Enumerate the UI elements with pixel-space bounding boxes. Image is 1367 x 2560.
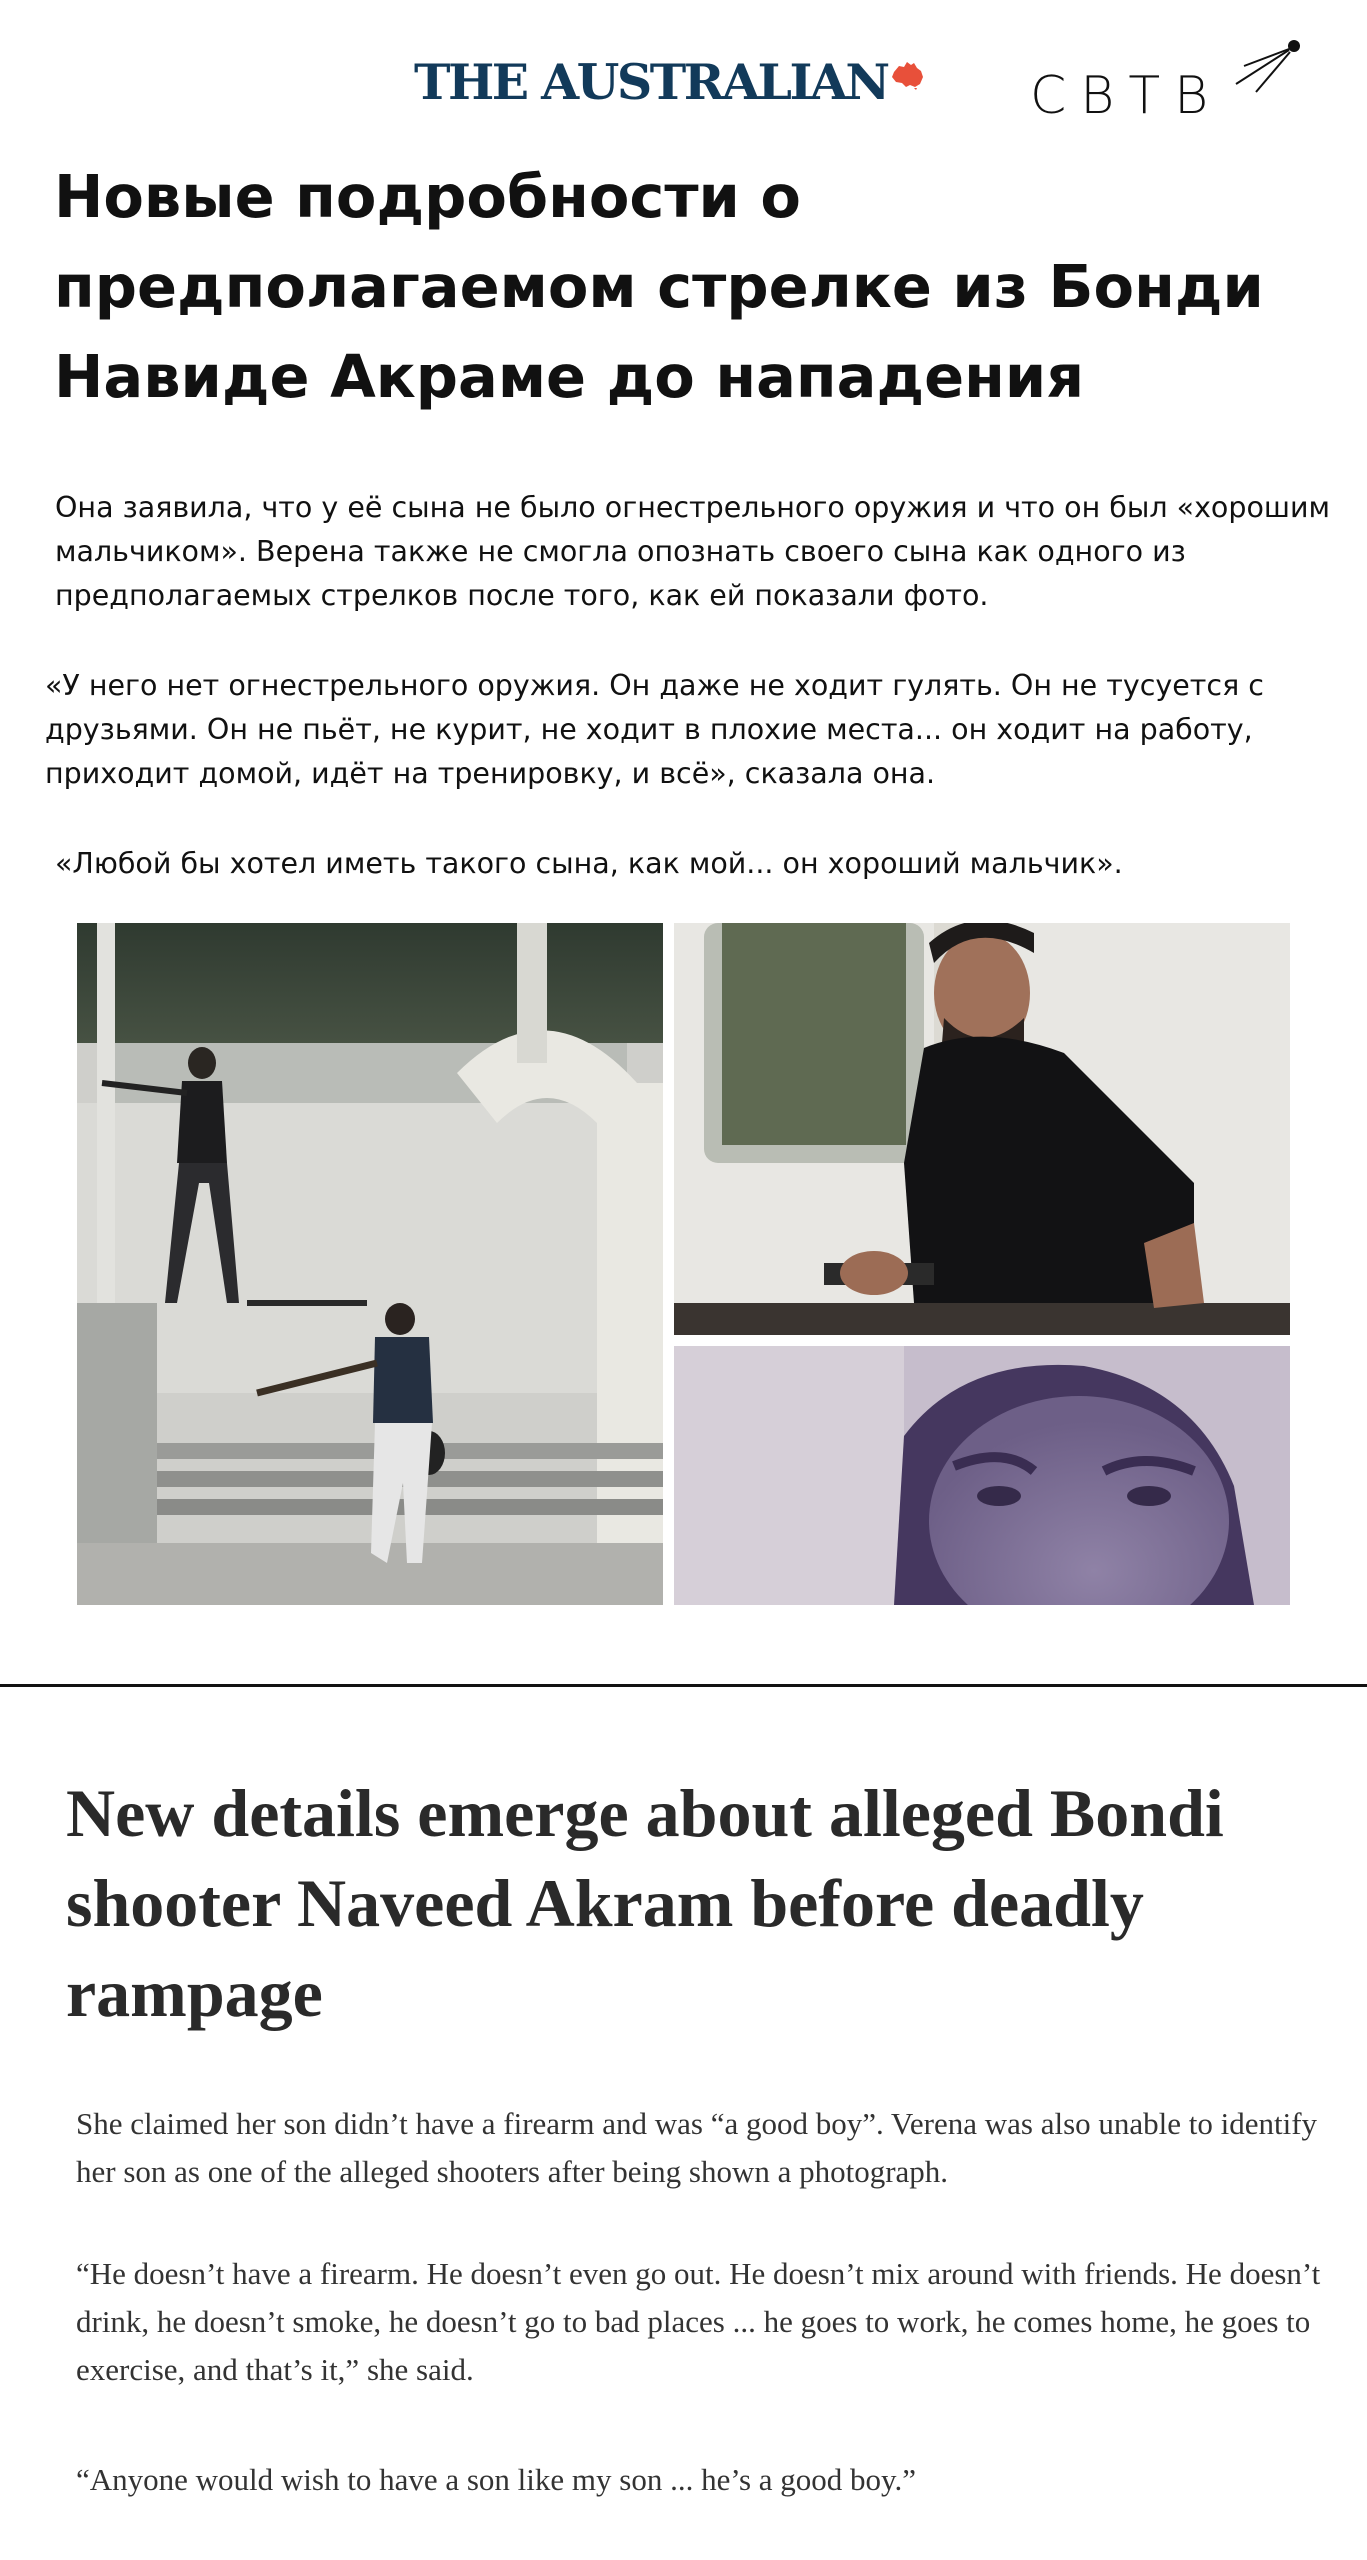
the-australian-logo <box>414 52 926 112</box>
man-in-black-shirt-photo <box>674 923 1290 1335</box>
russian-paragraph: Она заявила, что у её сына не было огнестрельного оружия и что он был «хорошим мальчиком». Верена также не смогла опознать своего сына как одного из предполагаемых стрелков после того, как ей показали фото. <box>55 491 1330 612</box>
russian-paragraph: «Любой бы хотел иметь такого сына, как мой... он хороший мальчик». <box>55 847 1123 880</box>
english-paragraph: “Anyone would wish to have a son like my son ... he’s a good boy.” <box>76 2462 917 2497</box>
section-divider <box>0 1684 1367 1687</box>
shooters-on-bridge-photo <box>77 923 663 1605</box>
russian-paragraph: «У него нет огнестрельного оружия. Он даже не ходит гулять. Он не тусуется с друзьями. Он не пьёт, не курит, не ходит в плохие места... он ходит на работу, приходит домой, идёт на тренировку, и всё», сказала она. <box>45 669 1264 790</box>
id-card-face-photo <box>674 1346 1290 1605</box>
the-australian-wordmark: THE AUSTRALIAN <box>414 53 888 111</box>
english-paragraph: “He doesn’t have a firearm. He doesn’t even go out. He doesn’t mix around with friends. He doesn’t drink, he doesn’t smoke, he doesn’t go to bad places ... he goes to work, he comes home, he goes to exercise, and that’s it,” she said. <box>76 2256 1321 2387</box>
english-paragraph: She claimed her son didn’t have a firearm and was “a good boy”. Verena was also unable to identify her son as one of the alleged shooters after being shown a photograph. <box>76 2106 1318 2189</box>
cbtb-logo <box>1026 36 1306 126</box>
cbtb-wordmark: CBTB <box>1030 66 1223 126</box>
russian-headline: Новые подробности о предполагаемом стрелке из Бонди Навиде Акраме до нападения <box>54 162 1264 411</box>
english-headline: New details emerge about alleged Bondi shooter Naveed Akram before deadly rampage <box>66 1775 1224 2031</box>
masthead <box>0 0 1367 135</box>
sputnik-icon <box>1226 36 1306 96</box>
australia-map-icon <box>890 60 926 90</box>
